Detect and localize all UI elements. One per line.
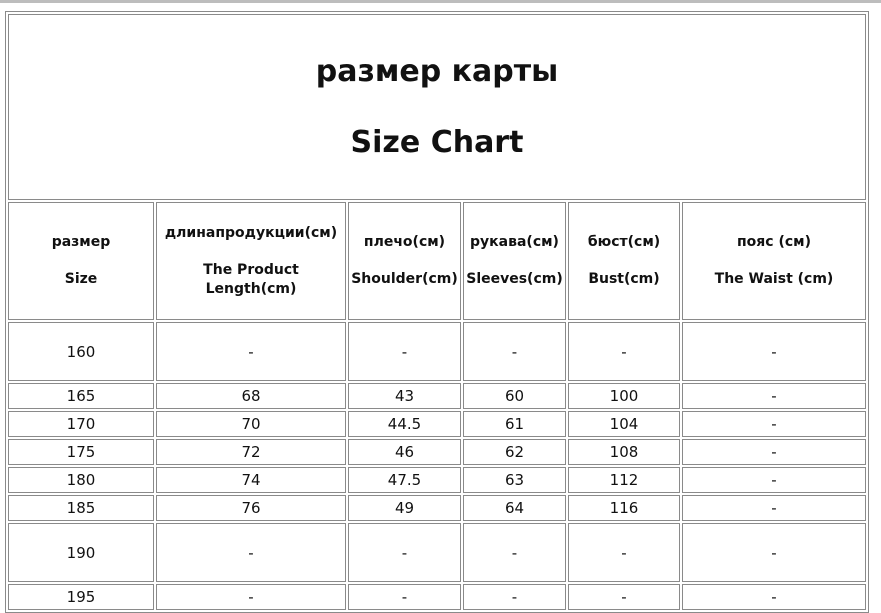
table-cell: 175 [8,439,154,465]
table-cell: 63 [463,467,566,493]
table-cell: - [348,584,461,610]
table-cell: - [156,322,346,381]
table-cell: 104 [568,411,680,437]
table-row [8,584,866,610]
table-row [8,383,866,409]
table-cell: 190 [8,523,154,582]
table-cell: - [568,523,680,582]
table-cell: - [682,467,866,493]
table-cell: 43 [348,383,461,409]
table-cell: 44.5 [348,411,461,437]
table-cell: 68 [156,383,346,409]
table-cell: - [568,322,680,381]
table-cell: 61 [463,411,566,437]
table-cell: - [463,322,566,381]
header-bust-en: Bust(cm) [588,271,660,287]
header-waist [682,202,866,320]
table-cell: - [682,584,866,610]
table-cell: 170 [8,411,154,437]
table-row [8,411,866,437]
header-waist-ru: пояс (см) [737,234,811,250]
table-cell: 64 [463,495,566,521]
table-cell: - [156,584,346,610]
table-row [8,467,866,493]
size-chart-table [5,11,869,613]
table-cell: 70 [156,411,346,437]
table-cell: - [682,383,866,409]
title-english: Size Chart [350,125,524,160]
header-shoulder-en: Shoulder(cm) [351,271,458,287]
table-cell: 62 [463,439,566,465]
table-cell: - [682,523,866,582]
header-waist-en: The Waist (cm) [714,271,834,287]
table-cell: 160 [8,322,154,381]
table-cell: 74 [156,467,346,493]
table-cell: - [682,322,866,381]
header-size-ru: размер [51,234,111,250]
header-size [8,202,154,320]
table-cell: 116 [568,495,680,521]
header-shoulder [348,202,461,320]
table-row [8,495,866,521]
header-length-ru: длинапродукции(см) [164,224,338,241]
header-sleeves-ru: рукава(см) [470,234,559,250]
table-cell: 112 [568,467,680,493]
header-length-en: The Product Length(cm) [203,261,299,297]
header-bust-ru: бюст(см) [587,234,661,250]
table-row [8,523,866,582]
table-row [8,439,866,465]
header-length [156,202,346,320]
table-cell: - [156,523,346,582]
table-cell: - [682,495,866,521]
header-bust [568,202,680,320]
table-cell: 49 [348,495,461,521]
table-cell: 165 [8,383,154,409]
header-size-en: Size [64,271,98,287]
table-cell: 100 [568,383,680,409]
title-cell [8,14,866,200]
table-cell: 185 [8,495,154,521]
title-russian: размер карты [315,54,559,89]
header-shoulder-ru: плечо(см) [363,234,446,250]
table-cell: 60 [463,383,566,409]
header-sleeves [463,202,566,320]
table-cell: 46 [348,439,461,465]
table-cell: - [348,523,461,582]
table-cell: - [348,322,461,381]
table-cell: - [568,584,680,610]
table-cell: 180 [8,467,154,493]
table-cell: - [682,411,866,437]
table-cell: 47.5 [348,467,461,493]
table-row [8,322,866,381]
table-cell: - [463,584,566,610]
table-cell: 108 [568,439,680,465]
window-top-border [0,0,881,3]
table-cell: 76 [156,495,346,521]
header-row [8,202,866,320]
header-sleeves-en: Sleeves(cm) [466,271,563,287]
table-cell: 72 [156,439,346,465]
table-cell: - [463,523,566,582]
table-cell: - [682,439,866,465]
table-cell: 195 [8,584,154,610]
